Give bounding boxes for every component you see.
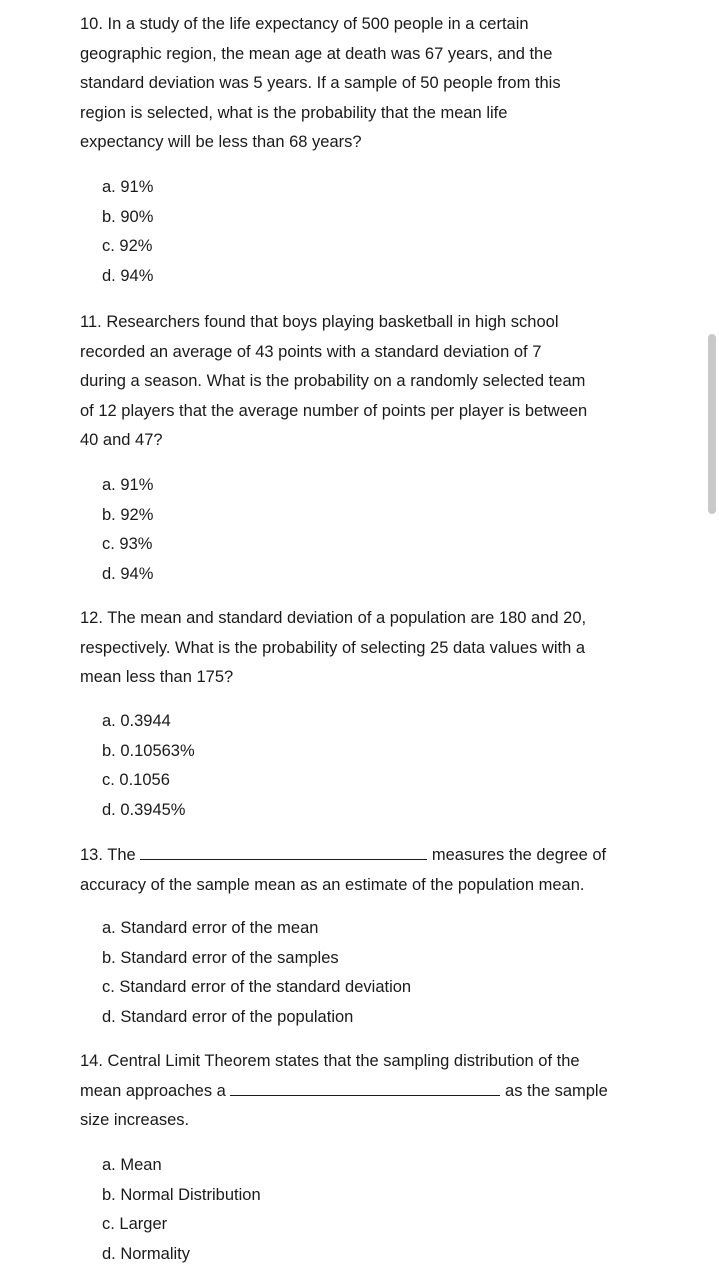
stem-line: mean less than 175? (80, 668, 234, 687)
choice-d: d. 94% (102, 267, 154, 286)
choice-c: c. 93% (102, 535, 153, 554)
choice-b: b. 0.10563% (102, 741, 195, 760)
stem-line: recorded an average of 43 points with a standard deviation of 7 (80, 342, 542, 361)
fill-in-blank (230, 1081, 500, 1096)
stem-line: 40 and 47? (80, 431, 163, 450)
answer-choices (102, 707, 195, 826)
choice-d: d. Standard error of the population (102, 1008, 354, 1027)
question-stem (80, 604, 645, 693)
stem-line: expectancy will be less than 68 years? (80, 133, 362, 152)
choice-d: d. 94% (102, 565, 154, 584)
question-12 (80, 604, 645, 820)
stem-line (80, 841, 625, 871)
stem-suffix: as the sample (505, 1081, 608, 1100)
stem-line: 11. Researchers found that boys playing basketball in high school (80, 313, 559, 331)
stem-line: 10. In a study of the life expectancy of 500 people in a certain (80, 15, 529, 33)
question-11 (80, 308, 645, 584)
choice-c: c. 92% (102, 237, 153, 256)
stem-line (80, 1077, 628, 1107)
stem-line: during a season. What is the probability on a randomly selected team (80, 372, 586, 391)
fill-in-blank (140, 845, 427, 860)
scrollbar-thumb[interactable] (708, 334, 716, 514)
stem-line: 14. Central Limit Theorem states that the sampling distribution of the (80, 1052, 580, 1070)
question-10 (80, 10, 645, 286)
stem-suffix: measures the degree of (431, 846, 607, 864)
stem-prefix: mean approaches a (80, 1081, 226, 1100)
answer-choices (102, 914, 411, 1033)
question-14 (80, 1047, 628, 1264)
stem-line: region is selected, what is the probability that the mean life (80, 103, 508, 122)
choice-b: b. 92% (102, 505, 154, 524)
choice-c: c. Standard error of the standard deviation (102, 978, 412, 997)
choice-c: c. 0.1056 (102, 771, 170, 790)
question-13 (80, 841, 625, 1027)
stem-line: 12. The mean and standard deviation of a population are 180 and 20, (80, 609, 587, 627)
choice-a: a. Standard error of the mean (102, 919, 319, 937)
answer-choices (102, 1151, 261, 1270)
choice-a: a. 0.3944 (102, 712, 171, 730)
choice-a: a. Mean (102, 1156, 162, 1174)
stem-line: accuracy of the sample mean as an estimate of the population mean. (80, 875, 585, 894)
choice-b: b. 90% (102, 207, 154, 226)
answer-choices (102, 471, 153, 590)
stem-line: geographic region, the mean age at death was 67 years, and the (80, 44, 553, 63)
choice-a: a. 91% (102, 178, 154, 196)
stem-line: of 12 players that the average number of points per player is between (80, 401, 588, 420)
choice-d: d. Normality (102, 1245, 191, 1264)
stem-line: respectively. What is the probability of selecting 25 data values with a (80, 638, 586, 657)
question-stem (80, 841, 625, 900)
choice-c: c. Larger (102, 1215, 168, 1234)
stem-prefix: 13. The (80, 846, 136, 864)
choice-d: d. 0.3945% (102, 801, 186, 820)
stem-line: standard deviation was 5 years. If a sample of 50 people from this (80, 74, 561, 93)
question-stem (80, 1047, 628, 1136)
question-stem (80, 308, 645, 456)
choice-a: a. 91% (102, 476, 154, 494)
question-stem (80, 10, 645, 158)
choice-b: b. Normal Distribution (102, 1185, 261, 1204)
stem-line: size increases. (80, 1111, 190, 1130)
choice-b: b. Standard error of the samples (102, 948, 339, 967)
answer-choices (102, 173, 153, 292)
